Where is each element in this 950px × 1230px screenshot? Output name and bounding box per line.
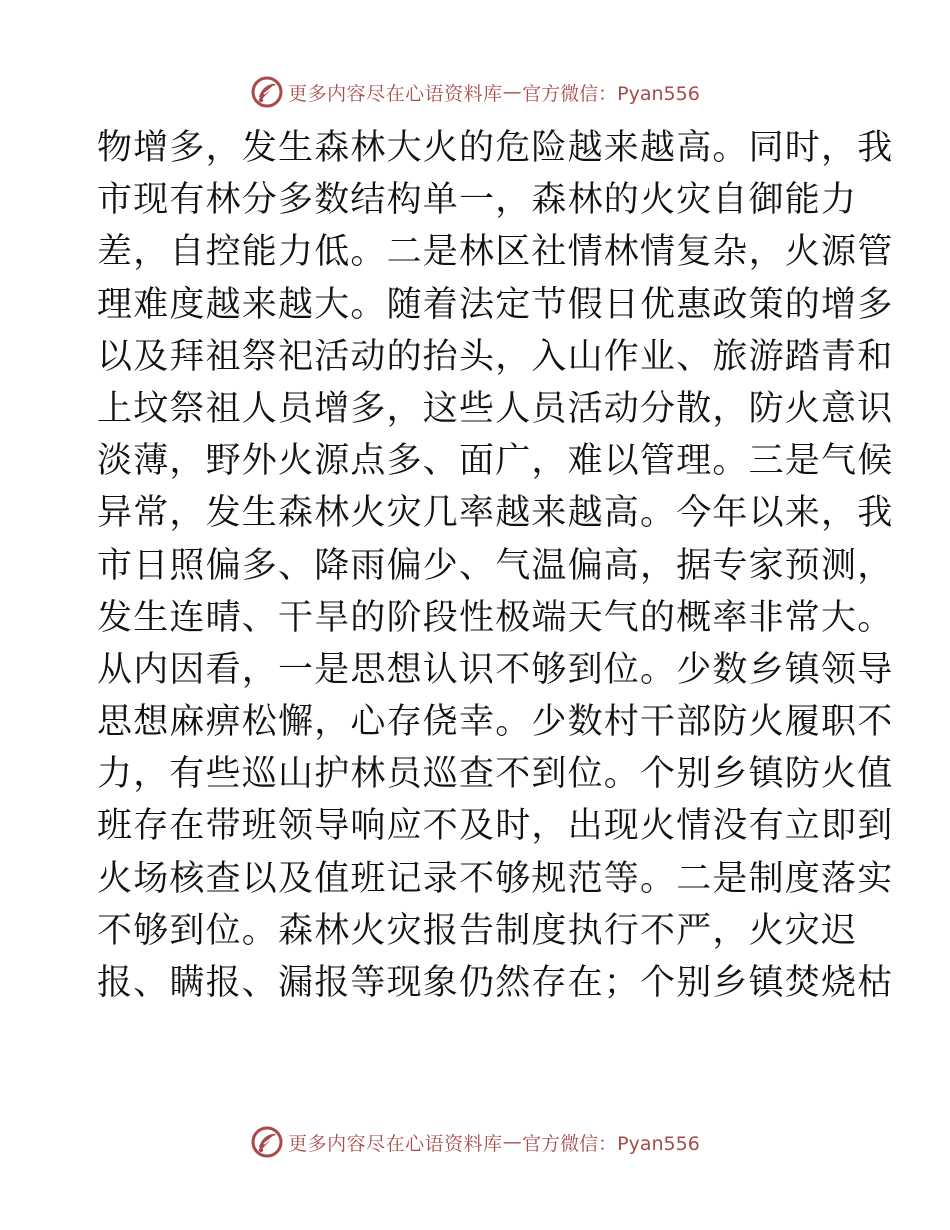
header-banner-contact: 官方微信：Pyan556 xyxy=(522,82,700,105)
body-line: 不够到位。森林火灾报告制度执行不严，火灾迟 xyxy=(97,910,858,951)
body-line: 市现有林分多数结构单一，森林的火灾自御能力 xyxy=(97,180,858,221)
header-banner xyxy=(0,72,950,112)
body-line: 淡薄，野外火源点多、面广，难以管理。三是气候 xyxy=(97,441,894,482)
footer-banner xyxy=(0,1122,950,1162)
body-line: 以及拜祖祭祀活动的抬头，入山作业、旅游踏青和 xyxy=(97,336,894,377)
body-line: 发生连晴、干旱的阶段性极端天气的概率非常大。 xyxy=(97,597,894,638)
body-line: 思想麻痹松懈，心存侥幸。少数村干部防火履职不 xyxy=(97,702,894,743)
footer-banner-text: 更多内容尽在心语资料库 xyxy=(288,1132,503,1155)
body-line: 报、瞒报、漏报等现象仍然存在；个别乡镇焚烧枯 xyxy=(97,963,894,1003)
header-banner-dash: — xyxy=(502,81,523,103)
footer-banner-dash: — xyxy=(502,1131,523,1153)
body-line: 火场核查以及值班记录不够规范等。二是制度落实 xyxy=(97,858,894,899)
body-line: 力，有些巡山护林员巡查不到位。个别乡镇防火值 xyxy=(97,754,894,795)
footer-banner-contact: 官方微信：Pyan556 xyxy=(522,1132,700,1155)
brand-logo-icon xyxy=(250,1125,284,1159)
body-line: 从内因看，一是思想认识不够到位。少数乡镇领导 xyxy=(97,649,894,690)
header-banner-inner xyxy=(250,75,700,109)
document-body xyxy=(97,122,894,1009)
brand-logo-icon xyxy=(250,75,284,109)
body-line: 市日照偏多、降雨偏少、气温偏高，据专家预测， xyxy=(97,545,894,586)
body-line: 物增多，发生森林大火的危险越来越高。同时，我 xyxy=(97,128,894,168)
footer-banner-inner xyxy=(250,1125,700,1159)
body-line: 班存在带班领导响应不及时，出现火情没有立即到 xyxy=(97,806,894,847)
body-line: 差，自控能力低。二是林区社情林情复杂，火源管 xyxy=(97,232,894,273)
body-line: 上坟祭祖人员增多，这些人员活动分散，防火意识 xyxy=(97,388,894,429)
body-line: 异常，发生森林火灾几率越来越高。今年以来，我 xyxy=(97,493,894,534)
header-banner-text: 更多内容尽在心语资料库 xyxy=(288,82,503,105)
body-line: 理难度越来越大。随着法定节假日优惠政策的增多 xyxy=(97,284,894,325)
